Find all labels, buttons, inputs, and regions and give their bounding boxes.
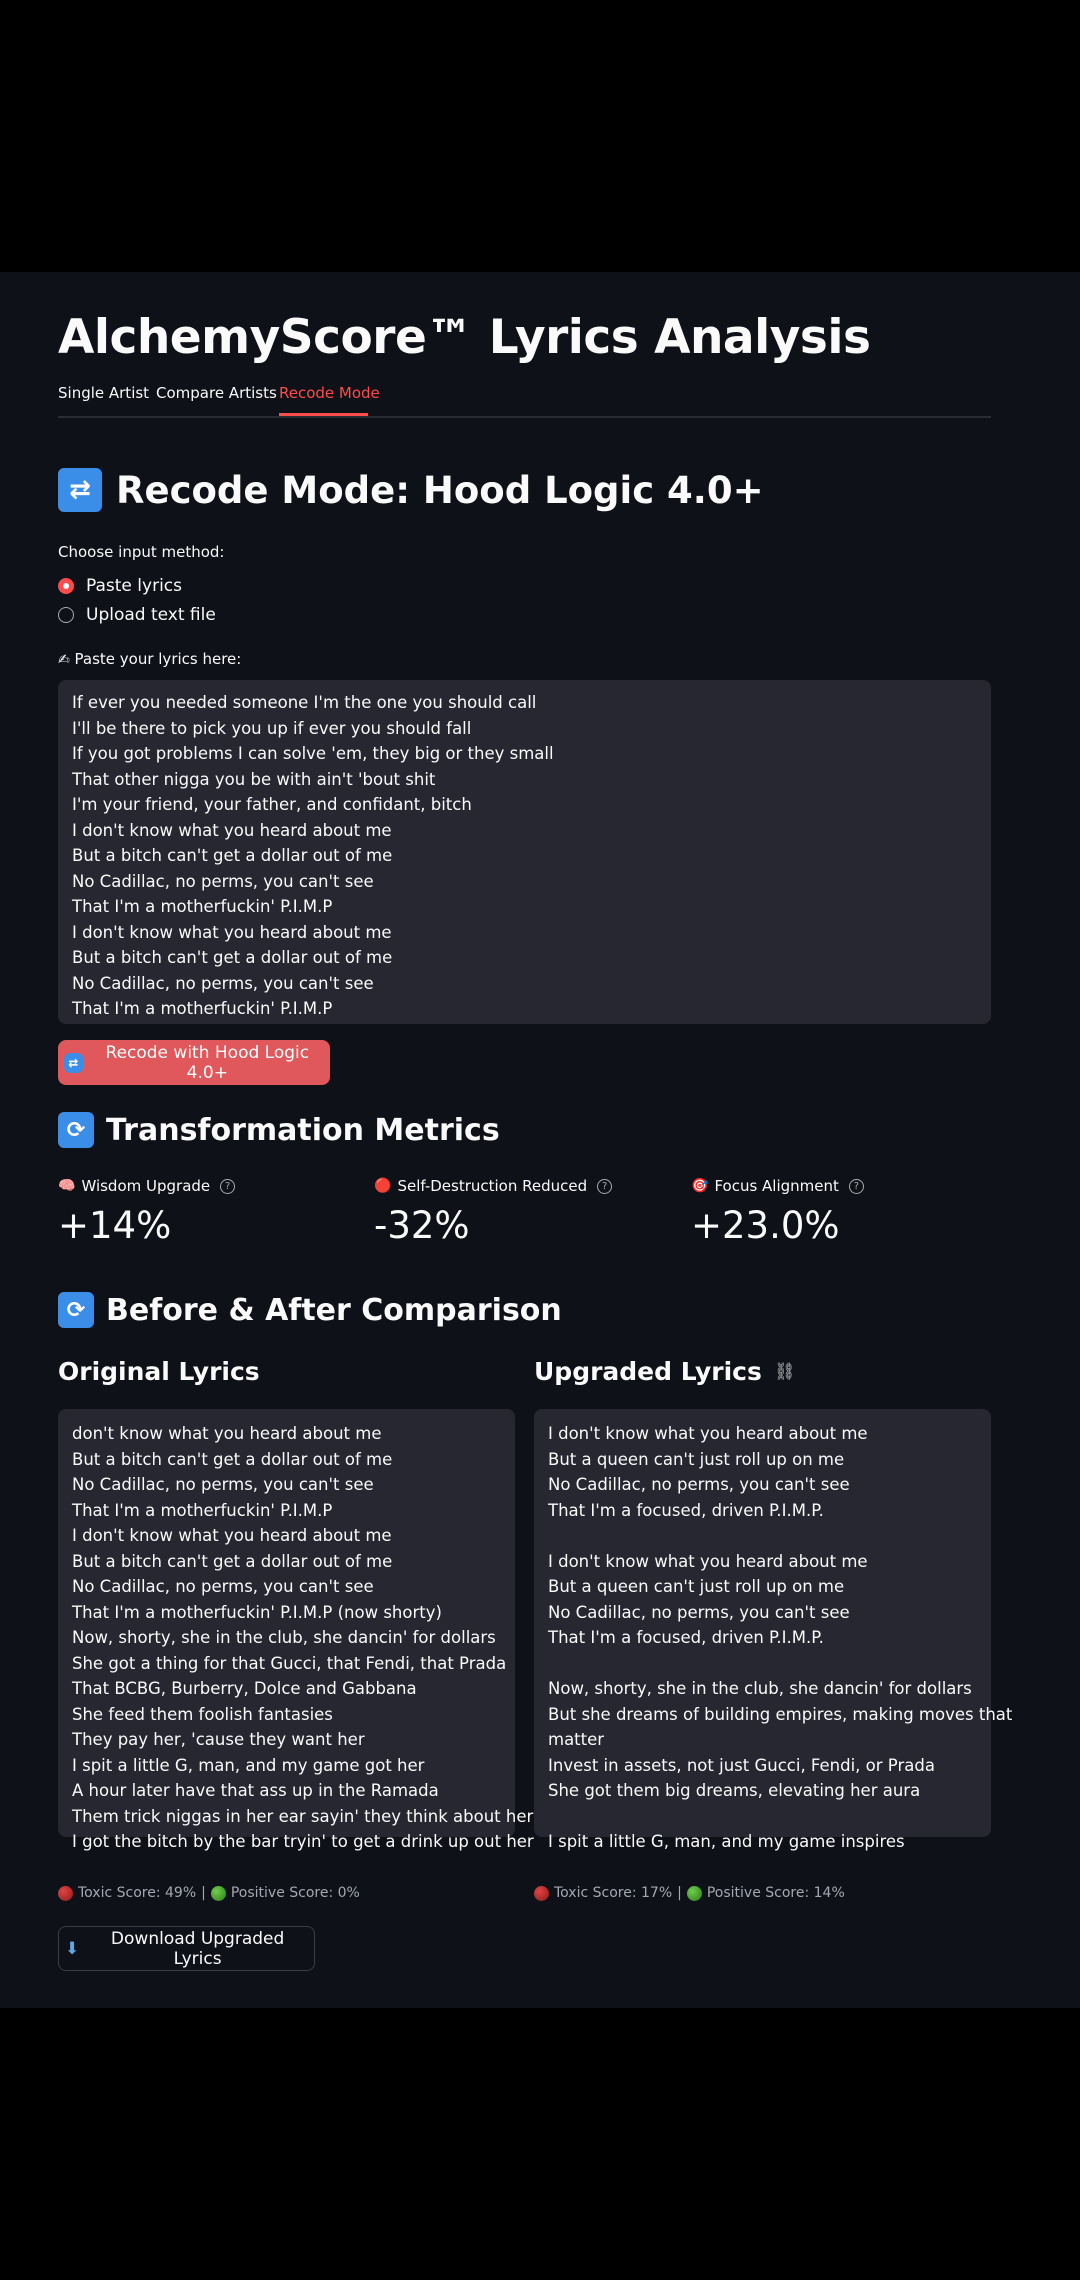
lyric-line: I don't know what you heard about me bbox=[548, 1551, 868, 1571]
green-circle-icon bbox=[211, 1886, 226, 1901]
lyric-line: No Cadillac, no perms, you can't see bbox=[72, 1577, 374, 1596]
lyric-line: That BCBG, Burberry, Dolce and Gabbana bbox=[72, 1679, 417, 1698]
metric-wisdom-value: +14% bbox=[58, 1204, 172, 1247]
metric-focus-label: 🎯 Focus Alignment ? bbox=[691, 1177, 864, 1195]
radio-paste-label: Paste lyrics bbox=[86, 576, 182, 596]
lyric-line: Now, shorty, she in the club, she dancin' for dollars bbox=[548, 1679, 972, 1698]
red-circle-icon: 🔴 bbox=[374, 1178, 392, 1194]
lyric-line: I spit a little G, man, and my game inspires bbox=[548, 1832, 905, 1851]
lyric-line: But she dreams of building empires, making moves that bbox=[548, 1704, 1013, 1724]
lyric-line: No Cadillac, no perms, you can't see bbox=[72, 973, 374, 993]
metric-wisdom-label: 🧠 Wisdom Upgrade ? bbox=[58, 1177, 235, 1195]
lyric-line: But a bitch can't get a dollar out of me bbox=[72, 846, 393, 865]
lyric-line: That I'm a motherfuckin' P.I.M.P (now shorty) bbox=[72, 1602, 442, 1622]
lyric-line: I don't know what you heard about me bbox=[548, 1424, 868, 1443]
refresh-icon: ⟳ bbox=[58, 1112, 94, 1148]
repeat-icon: ⇄ bbox=[58, 468, 102, 512]
metric-selfdestruct-value: -32% bbox=[374, 1204, 470, 1247]
radio-upload-file[interactable] bbox=[58, 605, 216, 625]
lyric-line: They pay her, 'cause they want her bbox=[72, 1730, 365, 1749]
upgraded-lyrics-title: Upgraded Lyrics ⛓ bbox=[534, 1357, 796, 1386]
lyric-line bbox=[548, 1804, 977, 1830]
lyric-line: Invest in assets, not just Gucci, Fendi, or Prada bbox=[548, 1755, 935, 1775]
lyric-line: But a bitch can't get a dollar out of me bbox=[72, 948, 393, 967]
upgraded-score: Toxic Score: 17% | Positive Score: 14% bbox=[534, 1885, 845, 1901]
lyric-line: A hour later have that ass up in the Ramada bbox=[72, 1781, 439, 1800]
active-tab-indicator bbox=[279, 413, 368, 416]
lyric-line: That I'm a motherfuckin' P.I.M.P bbox=[72, 897, 333, 916]
lyric-line: She got them big dreams, elevating her aura bbox=[548, 1781, 921, 1800]
tab-compare-artists[interactable]: Compare Artists bbox=[156, 384, 277, 402]
writing-hand-icon: ✍ bbox=[58, 652, 70, 668]
green-circle-icon bbox=[687, 1886, 702, 1901]
tab-bar bbox=[58, 384, 991, 418]
lyric-line: That I'm a focused, driven P.I.M.P. bbox=[548, 1628, 824, 1647]
metrics-heading: ⟳ Transformation Metrics bbox=[58, 1112, 500, 1148]
link-icon[interactable]: ⛓ bbox=[773, 1361, 796, 1382]
recode-heading-text: Recode Mode: Hood Logic 4.0+ bbox=[116, 468, 764, 512]
red-circle-icon bbox=[534, 1886, 549, 1901]
lyric-line: No Cadillac, no perms, you can't see bbox=[548, 1475, 850, 1494]
repeat-icon: ⇄ bbox=[64, 1053, 83, 1073]
lyric-line: I'll be there to pick you up if ever you should fall bbox=[72, 718, 472, 738]
lyric-line: But a queen can't just roll up on me bbox=[548, 1449, 845, 1469]
radio-paste-lyrics[interactable] bbox=[58, 576, 182, 596]
lyric-line: No Cadillac, no perms, you can't see bbox=[72, 871, 374, 891]
refresh-icon: ⟳ bbox=[58, 1292, 94, 1328]
lyric-line: That other nigga you be with ain't 'bout shit bbox=[72, 769, 436, 789]
lyric-line: Now, shorty, she in the club, she dancin' for dollars bbox=[72, 1628, 496, 1647]
lyric-line: But a bitch can't get a dollar out of me bbox=[72, 1449, 393, 1469]
lyric-line: She feed them foolish fantasies bbox=[72, 1704, 333, 1724]
brain-icon: 🧠 bbox=[58, 1178, 76, 1194]
app-main bbox=[0, 272, 1080, 2008]
lyric-line bbox=[548, 1523, 977, 1549]
lyric-line: Them trick niggas in her ear sayin' they think about her bbox=[72, 1806, 534, 1826]
page-title: AlchemyScore™ Lyrics Analysis bbox=[58, 310, 871, 365]
lyric-line: I don't know what you heard about me bbox=[72, 1526, 392, 1545]
radio-unselected-icon bbox=[58, 607, 74, 623]
lyric-line: I spit a little G, man, and my game got her bbox=[72, 1755, 425, 1775]
lyric-line: matter bbox=[548, 1730, 605, 1749]
tab-recode-mode[interactable]: Recode Mode bbox=[279, 384, 380, 402]
help-icon[interactable]: ? bbox=[849, 1179, 864, 1194]
lyric-line: I'm your friend, your father, and confidant, bitch bbox=[72, 795, 472, 814]
lyric-line: No Cadillac, no perms, you can't see bbox=[548, 1602, 850, 1622]
lyric-line bbox=[548, 1651, 977, 1677]
lyric-line: don't know what you heard about me bbox=[72, 1424, 382, 1443]
help-icon[interactable]: ? bbox=[597, 1179, 612, 1194]
radio-upload-label: Upload text file bbox=[86, 605, 216, 625]
radio-selected-icon bbox=[58, 578, 74, 594]
lyric-line: I don't know what you heard about me bbox=[72, 820, 392, 840]
lyric-line: But a queen can't just roll up on me bbox=[548, 1577, 845, 1596]
input-method-label: Choose input method: bbox=[58, 543, 225, 561]
lyrics-input[interactable] bbox=[58, 680, 991, 1024]
original-lyrics-title: Original Lyrics bbox=[58, 1357, 260, 1386]
red-circle-icon bbox=[58, 1886, 73, 1901]
metric-selfdestruct-label: 🔴 Self-Destruction Reduced ? bbox=[374, 1177, 612, 1195]
target-icon: 🎯 bbox=[691, 1178, 709, 1194]
help-icon[interactable]: ? bbox=[220, 1179, 235, 1194]
lyric-line: I don't know what you heard about me bbox=[72, 922, 392, 942]
lyric-line: That I'm a motherfuckin' P.I.M.P bbox=[72, 1500, 333, 1520]
metric-focus-value: +23.0% bbox=[691, 1204, 840, 1247]
lyric-line: No Cadillac, no perms, you can't see bbox=[72, 1475, 374, 1494]
original-score: Toxic Score: 49% | Positive Score: 0% bbox=[58, 1885, 360, 1901]
upgraded-lyrics-box[interactable] bbox=[534, 1409, 1013, 1851]
tab-single-artist[interactable]: Single Artist bbox=[58, 384, 150, 402]
paste-label: ✍ Paste your lyrics here: bbox=[58, 650, 242, 668]
lyric-line: That I'm a focused, driven P.I.M.P. bbox=[548, 1500, 824, 1520]
lyric-line: If you got problems I can solve 'em, they big or they small bbox=[72, 744, 554, 763]
download-icon: ⬇ bbox=[65, 1938, 80, 1959]
lyric-line: I got the bitch by the bar tryin' to get a drink up out her bbox=[72, 1832, 534, 1851]
lyric-line: If ever you needed someone I'm the one you should call bbox=[72, 693, 537, 712]
download-button[interactable]: ⬇ Download Upgraded Lyrics bbox=[58, 1926, 315, 1971]
lyric-line: She got a thing for that Gucci, that Fendi, that Prada bbox=[72, 1653, 507, 1673]
recode-button[interactable]: ⇄ Recode with Hood Logic 4.0+ bbox=[58, 1040, 330, 1085]
recode-heading bbox=[58, 468, 764, 512]
original-lyrics-box[interactable] bbox=[58, 1409, 534, 1851]
comparison-heading: ⟳ Before & After Comparison bbox=[58, 1292, 562, 1328]
lyric-line: That I'm a motherfuckin' P.I.M.P bbox=[72, 999, 333, 1018]
lyric-line: But a bitch can't get a dollar out of me bbox=[72, 1551, 393, 1571]
